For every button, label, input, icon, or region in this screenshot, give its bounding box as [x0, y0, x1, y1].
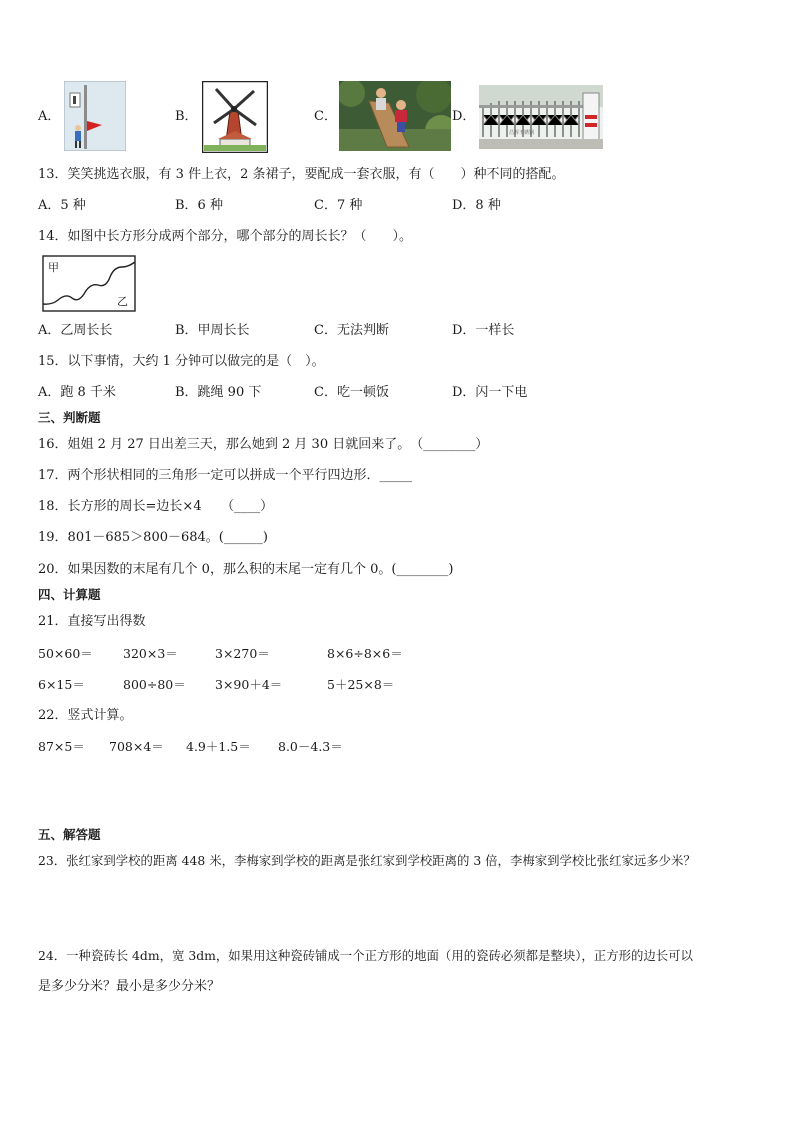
- section-5-title: 五、解答题: [38, 827, 101, 842]
- rectangle-figure: [42, 255, 136, 312]
- question-22: 22．竖式计算。: [38, 708, 133, 723]
- q12-option-c-label: C．: [314, 109, 337, 124]
- q15-option-a: A．跑 8 千米: [38, 385, 116, 400]
- q12-option-a-label: A．: [38, 109, 61, 124]
- question-20: 20．如果因数的末尾有几个 0，那么积的末尾一定有几个 0。(________): [38, 562, 454, 577]
- question-16: 16．姐姐 2 月 27 日出差三天，那么她到 2 月 30 日就回来了。 （________）: [38, 437, 489, 452]
- section-3-title: 三、判断题: [38, 410, 101, 425]
- q21-item-8: 5＋25×8＝: [327, 677, 395, 692]
- region-yi-label: 乙: [117, 295, 128, 308]
- section-4-title: 四、计算题: [38, 587, 101, 602]
- question-21: 21．直接写出得数: [38, 614, 146, 629]
- q22-item-1: 87×5＝: [38, 739, 85, 754]
- q21-item-6: 800÷80＝: [123, 677, 186, 692]
- question-24-line-2: 是多少分米？最小是多少分米？: [38, 979, 221, 994]
- q21-item-5: 6×15＝: [38, 677, 85, 692]
- q22-item-4: 8.0－4.3＝: [278, 739, 343, 754]
- q14-option-a: A．乙周长长: [38, 323, 113, 338]
- question-13: 13．笑笑挑选衣服，有 3 件上衣，2 条裙子，要配成一套衣服，有（ ）种不同的搭配。: [38, 167, 565, 182]
- q22-item-3: 4.9＋1.5＝: [186, 739, 251, 754]
- q13-option-c: C．7 种: [314, 198, 363, 213]
- gate-caption: 昌辉不锈钢: [509, 130, 535, 136]
- question-24-line-1: 24．一种瓷砖长 4dm，宽 3dm，如果用这种瓷砖铺成一个正方形的地面（用的瓷砖必须都是整块），正方形的边长可以: [38, 948, 693, 963]
- flag-raising-icon: [64, 81, 126, 151]
- question-23: 23．张红家到学校的距离 448 米，李梅家到学校的距离是张红家到学校距离的 3 倍，李梅家到学校比张红家远多少米？: [38, 853, 696, 868]
- q21-item-4: 8×6÷8×6＝: [327, 646, 403, 661]
- q15-option-c: C．吃一顿饭: [314, 385, 389, 400]
- children-slide-icon: [339, 81, 451, 151]
- q15-option-b: B．跳绳 90 下: [175, 385, 262, 400]
- q21-item-3: 3×270＝: [215, 646, 270, 661]
- q13-option-b: B．6 种: [175, 198, 223, 213]
- q14-option-d: D．一样长: [452, 323, 515, 338]
- q21-item-2: 320×3＝: [123, 646, 178, 661]
- q21-item-7: 3×90＋4＝: [215, 677, 283, 692]
- q12-option-d-label: D．: [452, 109, 476, 124]
- question-17: 17．两个形状相同的三角形一定可以拼成一个平行四边形．_____: [38, 468, 413, 483]
- q14-option-b: B．甲周长长: [175, 323, 250, 338]
- q21-item-1: 50×60＝: [38, 646, 93, 661]
- q12-option-b-label: B．: [175, 109, 198, 124]
- question-19: 19．801－685＞800－684。(______): [38, 530, 268, 545]
- windmill-icon: [202, 81, 268, 153]
- question-14: 14．如图中长方形分成两个部分，哪个部分的周长长？（ ）。: [38, 229, 413, 244]
- retractable-gate-icon: [479, 85, 603, 149]
- q13-option-d: D．8 种: [452, 198, 501, 213]
- q22-item-2: 708×4＝: [109, 739, 164, 754]
- q14-option-c: C．无法判断: [314, 323, 389, 338]
- region-jia-label: 甲: [48, 261, 59, 274]
- q15-option-d: D．闪一下电: [452, 385, 528, 400]
- q13-option-a: A．5 种: [38, 198, 86, 213]
- question-18: 18．长方形的周长=边长×4 （____）: [38, 499, 274, 514]
- question-15: 15．以下事情，大约 1 分钟可以做完的是（ ）。: [38, 354, 325, 369]
